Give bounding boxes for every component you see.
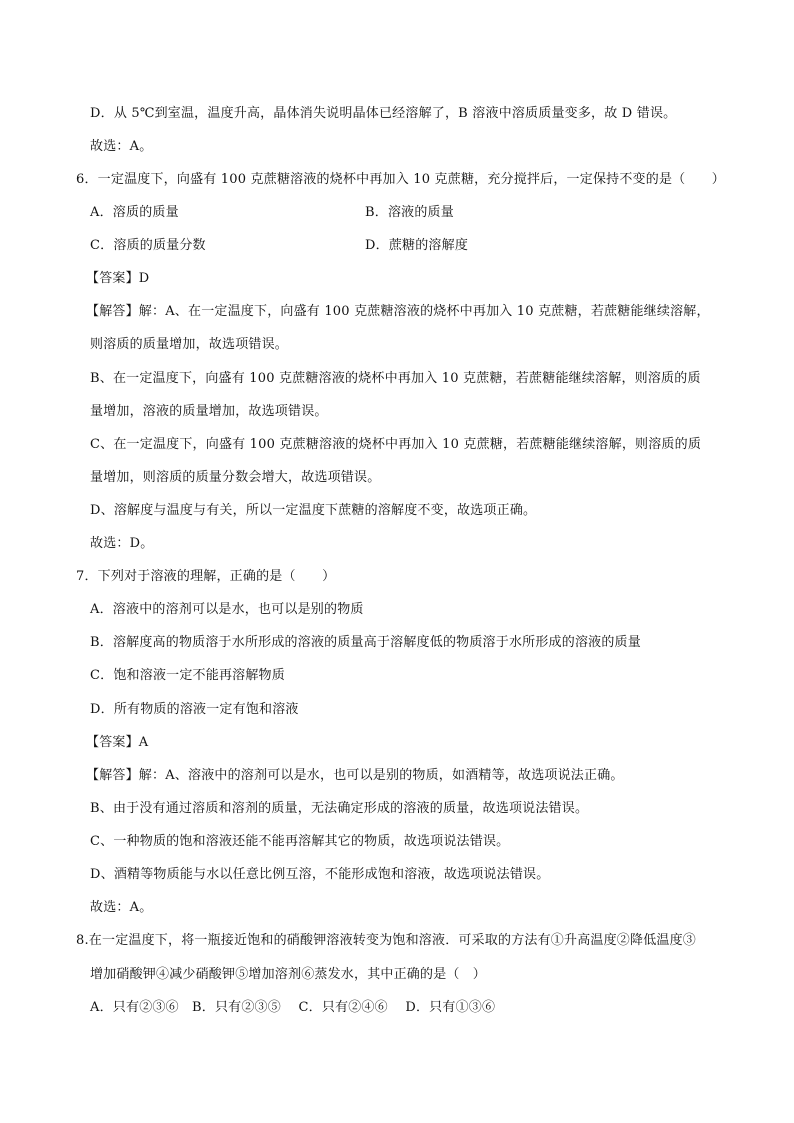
q6-analysis-line: D、溶解度与温度与有关，所以一定温度下蔗糖的溶解度不变，故选项正确。 <box>90 503 537 518</box>
q7-answer: 【答案】A <box>86 735 149 750</box>
q6-analysis-line: 量增加，则溶质的质量分数会增大，故选项错误。 <box>90 470 381 485</box>
q6-final-choice: 故选：D。 <box>90 536 154 551</box>
q7-option-b: B．溶解度高的物质溶于水所形成的溶液的质量高于溶解度低的物质溶于水所形成的溶液的质量 <box>90 635 641 650</box>
q6-answer: 【答案】D <box>86 271 150 286</box>
q5-final-choice: 故选：A。 <box>90 139 153 154</box>
q6-analysis-line: 则溶质的质量增加，故选项错误。 <box>90 337 289 352</box>
q6-analysis-line: 【解答】解：A、在一定温度下，向盛有 100 克蔗糖溶液的烧杯中再加入 10 克蔗糖，若蔗糖能继续溶解， <box>86 304 710 319</box>
q7-option-c: C．饱和溶液一定不能再溶解物质 <box>90 668 285 683</box>
q8-stem-line1: 8.在一定温度下，将一瓶接近饱和的硝酸钾溶液转变为饱和溶液．可采取的方法有①升高温度②降低温度③ <box>76 933 697 948</box>
q6-option-c: C．溶质的质量分数 <box>90 238 206 253</box>
q7-stem: 7．下列对于溶液的理解，正确的是（ ） <box>76 569 336 584</box>
q7-final-choice: 故选：A。 <box>90 900 153 915</box>
q6-option-b: B．溶液的质量 <box>365 205 454 220</box>
q6-analysis-line: B、在一定温度下，向盛有 100 克蔗糖溶液的烧杯中再加入 10 克蔗糖，若蔗糖能继续溶解，则溶质的质 <box>90 371 701 386</box>
q6-option-d: D．蔗糖的溶解度 <box>365 238 469 253</box>
q7-option-d: D．所有物质的溶液一定有饱和溶液 <box>90 702 299 717</box>
q8-stem-line2: 增加硝酸钾④减少硝酸钾⑤增加溶剂⑥蒸发水，其中正确的是（ ） <box>90 967 487 982</box>
q5-option-d-explanation: D．从 5℃到室温，温度升高，晶体消失说明晶体已经溶解了，B 溶液中溶质质量变多，故 D 错误。 <box>90 106 677 121</box>
q6-analysis-line: 量增加，溶液的质量增加，故选项错误。 <box>90 404 328 419</box>
q7-analysis-line: D、酒精等物质能与水以任意比例互溶，不能形成饱和溶液，故选项说法错误。 <box>90 867 550 882</box>
q7-analysis-line: B、由于没有通过溶质和溶剂的质量，无法确定形成的溶液的质量，故选项说法错误。 <box>90 801 589 816</box>
q7-analysis-line: C、一种物质的饱和溶液还能不能再溶解其它的物质，故选项说法错误。 <box>90 834 510 849</box>
q6-stem: 6．一定温度下，向盛有 100 克蔗糖溶液的烧杯中再加入 10 克蔗糖，充分搅拌后，一定保持不变的是（ ） <box>76 172 725 187</box>
q7-analysis-line: 【解答】解：A、溶液中的溶剂可以是水，也可以是别的物质，如酒精等，故选项说法正确。 <box>86 768 624 783</box>
q7-option-a: A．溶液中的溶剂可以是水，也可以是别的物质 <box>90 602 364 617</box>
q6-option-a: A．溶质的质量 <box>90 205 179 220</box>
q6-analysis-line: C、在一定温度下，向盛有 100 克蔗糖溶液的烧杯中再加入 10 克蔗糖，若蔗糖能继续溶解，则溶质的质 <box>90 437 702 452</box>
q8-options: A．只有②③⑥ B．只有②③⑤ C．只有②④⑥ D．只有①③⑥ <box>90 1000 496 1015</box>
